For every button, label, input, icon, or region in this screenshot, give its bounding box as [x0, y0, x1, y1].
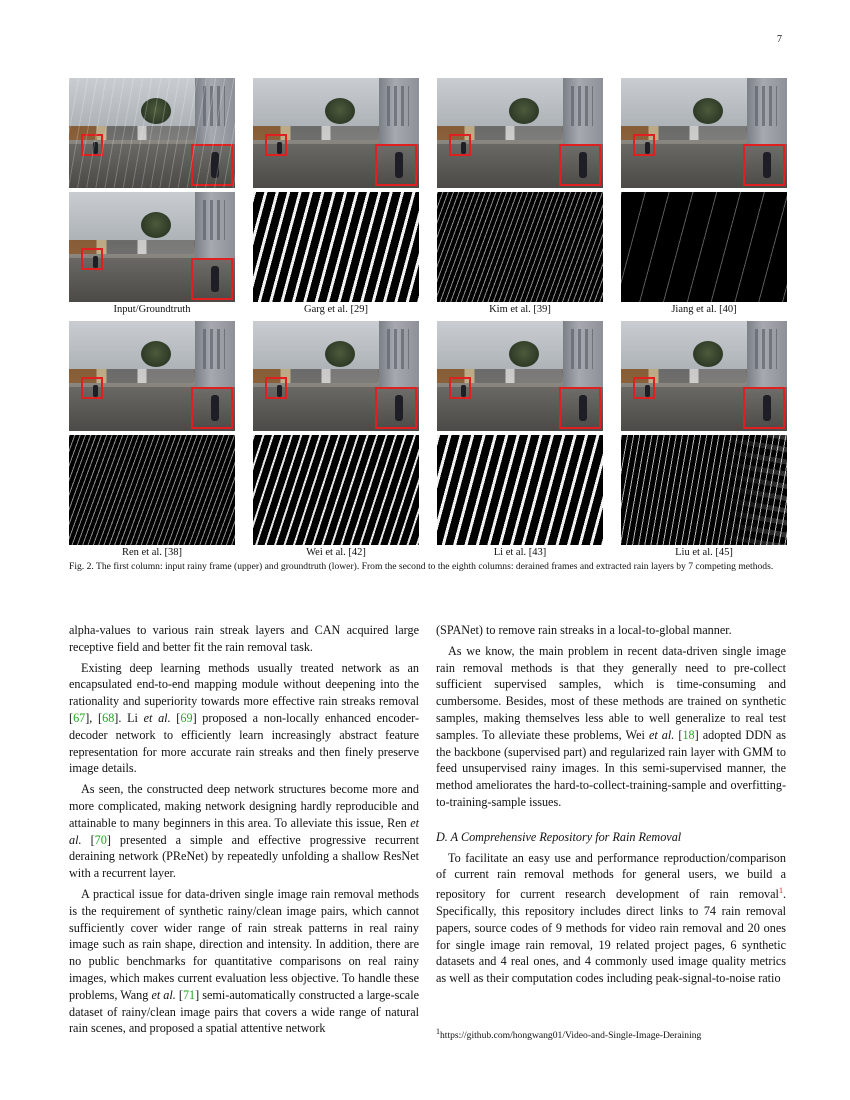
text-run: As seen, the constructed deep network structures become more and more complicated, making network designing hardly reproducible and attainable to many beginners in this area. To alleviate this issue, Ren — [69, 782, 419, 830]
paragraph — [69, 660, 419, 778]
wei-derained-frame — [253, 321, 419, 431]
jiang-derained-frame — [621, 78, 787, 188]
groundtruth-frame — [69, 192, 235, 302]
figure-label: Ren et al. [38] — [121, 547, 183, 558]
garg-derained-frame — [253, 78, 419, 188]
left-column — [69, 622, 419, 1037]
footnote-url[interactable]: https://github.com/hongwang01/Video-and-Single-Image-Deraining — [440, 1030, 702, 1042]
text-run: [ — [674, 727, 683, 742]
text-run: [ — [175, 987, 183, 1002]
et-al: et al. — [648, 727, 675, 742]
text-run: ] presented a simple and effective progressive recurrent deraining network (PReNet) by repeatedly unfolding a shallow ResNet with a recurrent layer. — [69, 832, 419, 881]
section-heading: D. A Comprehensive Repository for Rain Removal — [436, 829, 682, 844]
figure-row-frames-1 — [69, 78, 787, 188]
text-run: [ — [170, 710, 181, 725]
ren-derained-frame — [69, 321, 235, 431]
citation-link[interactable]: 18 — [682, 727, 695, 742]
text-run: Existing deep learning methods usually treated network as an encapsulated end-to-end mapping module without deepening into the rationality and superiority towards more effective rain streaks removal [ — [69, 660, 419, 725]
figure-label: Jiang et al. [40] — [671, 304, 737, 315]
et-al: et al. — [143, 710, 171, 725]
paragraph — [69, 886, 419, 1037]
figure-label: Wei et al. [42] — [306, 547, 366, 558]
citation-link[interactable]: 67 — [73, 710, 86, 725]
paragraph — [69, 781, 419, 882]
figure-caption: Fig. 2. The first column: input rainy frame (upper) and groundtruth (lower). From the second to the eighth columns: derained frames and extracted rain layers by 7 competing methods. — [69, 561, 774, 572]
footnote-mark[interactable]: 1 — [778, 886, 783, 896]
kim-derained-frame — [437, 78, 603, 188]
text-run: ] proposed a non-locally enhanced encoder-decoder network to efficiently learn increasingly abstract feature representation for more accurate rain streaks and then finely preserve image details. — [69, 710, 420, 776]
li-derained-frame — [437, 321, 603, 431]
citation-link[interactable]: 68 — [102, 710, 115, 725]
citation-link[interactable]: 71 — [182, 987, 196, 1002]
text-run: To facilitate an easy use and performance reproduction/comparison of current rain removal methods for general users, we build a repository for current research development of rain removal — [436, 850, 786, 902]
text-run: As we know, the main problem in recent data-driven single image rain removal methods is that they generally need to pre-collect sufficient supervised samples, which is time-consuming and cumbersome. Besides, most of these methods are trained on synthetic samples, making themselves less able to well generalize to real test samples. To alleviate these problems, Wei — [436, 643, 786, 742]
rainy-input-frame — [69, 78, 235, 188]
figure-label: Kim et al. [39] — [489, 304, 551, 315]
figure-row-layers-1 — [69, 192, 787, 302]
figure-label: Input/Groundtruth — [113, 304, 191, 315]
text-run: ] adopted DDN as the backbone (supervised part) and regularized rain layer with GMM to feed unsupervised rainy images. In this semi-supervised manner, the method ameliorates the hard-to-collect-training-sample and overfitting-to-training-sample issues. — [436, 727, 787, 809]
et-al: et al. — [151, 987, 176, 1002]
figure-row-layers-2 — [69, 435, 787, 545]
paragraph — [436, 643, 786, 811]
citation-link[interactable]: 69 — [180, 710, 193, 725]
figure-2 — [69, 78, 787, 562]
text-run: . Specifically, this repository includes direct links to 74 rain removal papers, source codes of 9 methods for video rain removal and 20 ones for single image rain removal, 19 related project pages, 6 synthetic datasets and 4 real ones, and 4 commonly used image quality metrics as well as their computation codes including peak-signal-to-noise ratio — [436, 887, 786, 986]
figure-label: Liu et al. [45] — [675, 547, 733, 558]
figure-label: Garg et al. [29] — [304, 304, 368, 315]
ren-rain-layer — [69, 435, 235, 545]
footnote — [436, 1026, 796, 1042]
liu-rain-layer — [621, 435, 787, 545]
liu-derained-frame — [621, 321, 787, 431]
et-al: et al. — [69, 815, 419, 847]
jiang-rain-layer — [621, 192, 787, 302]
paragraph: alpha-values to various rain streak layers and CAN acquired large receptive field and better fit the rain removal task. — [69, 623, 419, 654]
text-run: ], [ — [85, 710, 103, 725]
li-rain-layer — [437, 435, 603, 545]
garg-rain-layer — [253, 192, 419, 302]
figure-labels-row-2 — [69, 546, 787, 562]
wei-rain-layer — [253, 435, 419, 545]
footnote-number: 1 — [436, 1027, 440, 1036]
figure-label: Li et al. [43] — [493, 547, 547, 558]
kim-rain-layer — [437, 192, 603, 302]
paragraph — [436, 850, 786, 987]
text-run: ]. Li — [114, 710, 144, 725]
text-run: A practical issue for data-driven single image rain removal methods is the requirement of synthetic rainy/clean image pairs, which cannot sufficiently cover wider range of rain streak patterns in real rainy image such as rain shape, direction and intensity. In addition, there are no public benchmarks for quantitative comparisons on real rainy images, which makes current evaluation less objective. To handle these problems, Wang — [69, 886, 419, 1002]
page-number: 7 — [777, 34, 782, 45]
right-column — [436, 622, 786, 987]
figure-row-frames-2 — [69, 321, 787, 431]
citation-link[interactable]: 70 — [94, 832, 107, 847]
text-run: ] semi-automatically constructed a large-scale dataset of rainy/clean image pairs that covers a wide range of natural rain scenes, and proposed a spatial attentive network — [69, 987, 419, 1036]
paragraph: (SPANet) to remove rain streaks in a local-to-global manner. — [436, 623, 732, 637]
figure-labels-row-1 — [69, 303, 787, 319]
text-run: [ — [81, 832, 95, 847]
